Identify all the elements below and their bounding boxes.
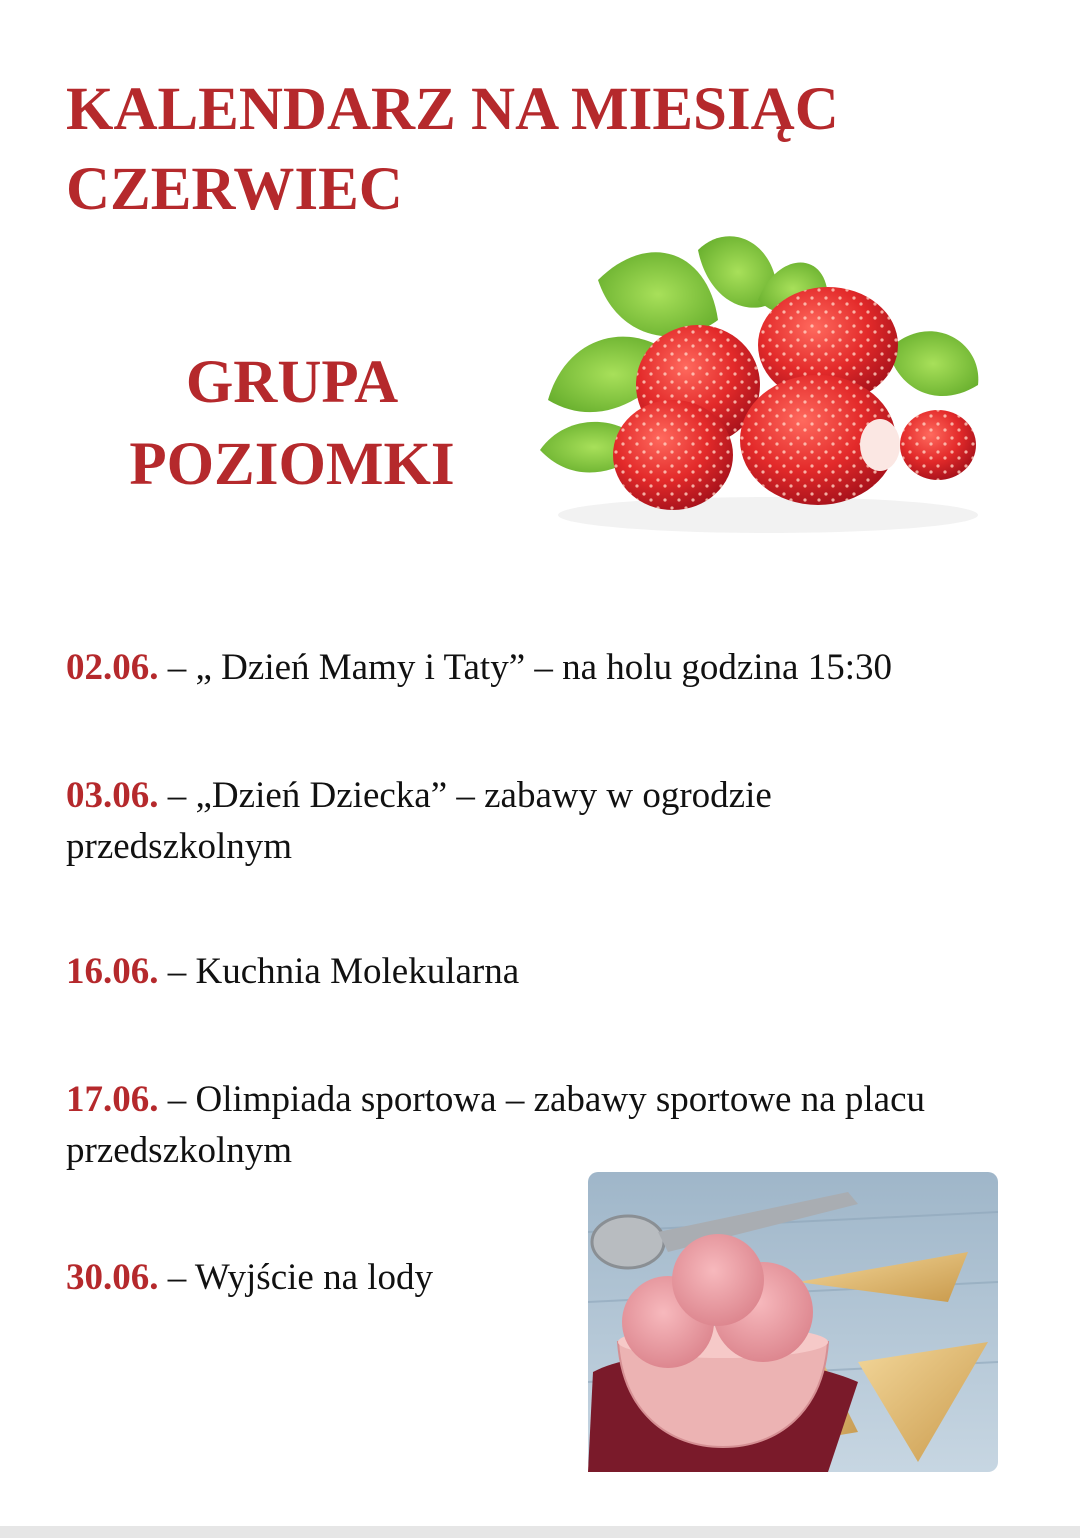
group-line-2: POZIOMKI [129,431,455,498]
event-item [66,770,836,872]
event-text: – Kuchnia Molekularna [167,951,520,992]
bottom-strip [0,1526,1080,1538]
event-item [66,642,1016,693]
page-title [66,70,1026,230]
event-date: 02.06. [66,647,159,688]
event-text: – „Dzień Dziecka” – zabawy w ogrodzie przedszkolnym [66,775,772,867]
group-line-1: GRUPA [185,349,399,416]
event-date: 30.06. [66,1257,159,1298]
group-name [112,342,472,506]
event-text: – Olimpiada sportowa – zabawy sportowe na placu przedszkolnym [66,1079,926,1171]
event-text: – „ Dzień Mamy i Taty” – na holu godzina 15:30 [167,647,892,688]
wild-strawberries-image [528,210,998,550]
event-date: 16.06. [66,951,159,992]
event-item [66,1074,1016,1176]
ice-cream-bowl-image [588,1172,998,1472]
event-date: 17.06. [66,1079,159,1120]
title-line-1: KALENDARZ NA MIESIĄC [66,76,839,143]
event-text: – Wyjście na lody [167,1257,434,1298]
title-line-2: CZERWIEC [66,156,403,223]
event-item [66,946,1016,997]
event-date: 03.06. [66,775,159,816]
